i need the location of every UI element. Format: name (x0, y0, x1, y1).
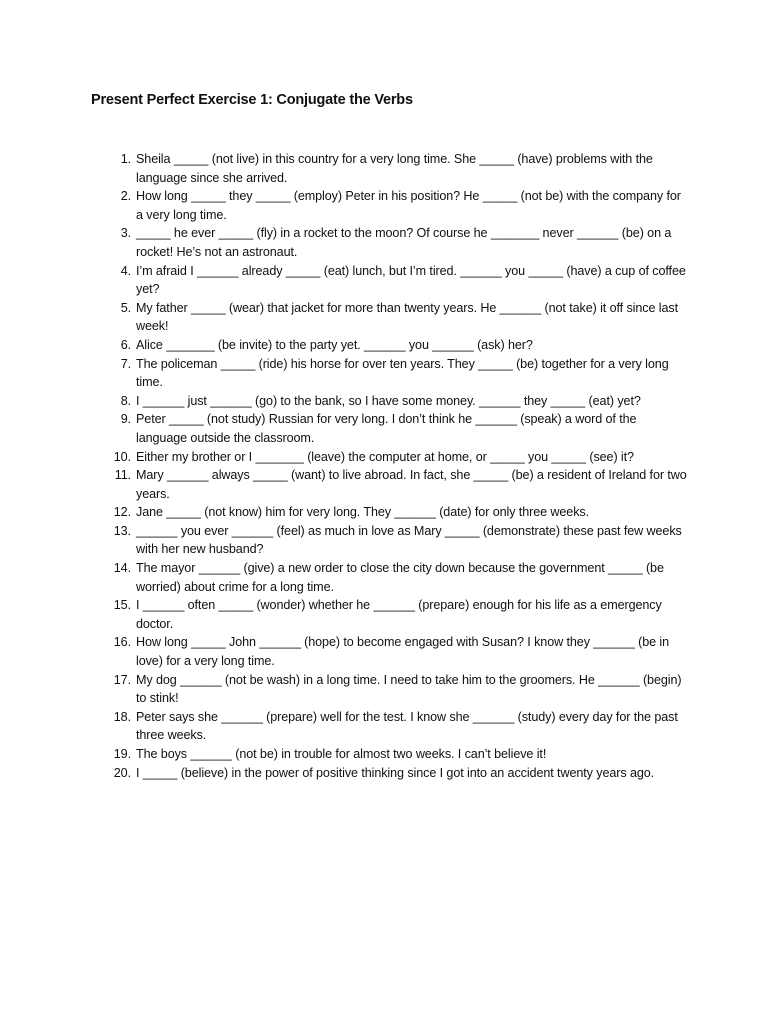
exercise-text: How long _____ John ______ (hope) to become engaged with Susan? I know they ______ (be in love) for a very long time. (136, 635, 670, 669)
exercise-number: 4. (120, 263, 131, 278)
exercise-number: 11. (114, 468, 131, 483)
exercise-item (107, 466, 687, 503)
exercise-text: Peter _____ (not study) Russian for very long. I don’t think he ______ (speak) a word of the language outside the classroom. (136, 412, 637, 445)
exercise-item (107, 150, 687, 187)
exercise-text: The policeman _____ (ride) his horse for over ten years. They _____ (be) together for a very long time. (136, 356, 669, 390)
exercise-number: 7. (120, 356, 131, 371)
exercise-text: I’m afraid I ______ already _____ (eat) lunch, but I’m tired. ______ you _____ (have) a cup of coffee yet? (136, 263, 686, 297)
exercise-item (107, 764, 687, 783)
exercise-item (107, 559, 687, 596)
exercise-text: Peter says she ______ (prepare) well for the test. I know she ______ (study) every day for the past three weeks. (136, 709, 678, 743)
exercise-text: Mary ______ always _____ (want) to live abroad. In fact, she _____ (be) a resident of Ireland for two years. (136, 468, 687, 501)
exercise-text: I ______ just ______ (go) to the bank, so I have some money. ______ they _____ (eat) yet? (136, 393, 641, 408)
exercise-text: Sheila _____ (not live) in this country for a very long time. She _____ (have) problems with the language since she arrived. (136, 152, 653, 185)
exercise-item (107, 708, 687, 745)
exercise-number: 14. (113, 561, 131, 576)
exercise-text: How long _____ they _____ (employ) Peter in his position? He _____ (not be) with the company for a very long time. (136, 189, 681, 222)
exercise-item (107, 410, 687, 447)
exercise-item (107, 671, 687, 708)
exercise-number: 19. (113, 747, 131, 761)
exercise-text: My dog ______ (not be wash) in a long time. I need to take him to the groomers. He ______ (begin) to stink! (136, 672, 682, 706)
exercise-item (107, 503, 687, 522)
exercise-number: 1. (120, 152, 131, 166)
exercise-item (107, 448, 687, 467)
exercise-item (107, 596, 687, 633)
exercise-item (107, 299, 687, 336)
exercise-text: The mayor ______ (give) a new order to close the city down because the government _____ (be worried) about crime for a long time. (136, 561, 664, 594)
page-title: Present Perfect Exercise 1: Conjugate the Verbs (91, 92, 413, 108)
exercise-item (107, 262, 687, 299)
exercise-number: 12. (113, 505, 131, 520)
exercise-text: I _____ (believe) in the power of positive thinking since I got into an accident twenty years ago. (136, 765, 655, 780)
exercise-number: 10. (113, 449, 131, 464)
exercise-number: 16. (113, 635, 131, 650)
exercise-list (107, 150, 687, 782)
exercise-number: 13. (113, 523, 131, 538)
exercise-text: ______ you ever ______ (feel) as much in love as Mary _____ (demonstrate) these past few weeks with her new husband? (136, 523, 682, 557)
exercise-number: 9. (120, 412, 131, 427)
exercise-item (107, 336, 687, 355)
exercise-number: 8. (120, 393, 131, 408)
exercise-number: 5. (120, 300, 131, 315)
exercise-item (107, 745, 687, 764)
exercise-number: 20. (113, 765, 131, 780)
exercise-number: 17. (113, 672, 131, 687)
exercise-text: Jane _____ (not know) him for very long. They ______ (date) for only three weeks. (136, 505, 589, 520)
exercise-text: My father _____ (wear) that jacket for more than twenty years. He ______ (not take) it off since last week! (136, 300, 678, 334)
exercise-number: 15. (113, 598, 131, 613)
exercise-item (107, 187, 687, 224)
exercise-number: 6. (120, 337, 131, 352)
exercise-number: 3. (120, 226, 131, 241)
exercise-item (107, 355, 687, 392)
exercise-item (107, 392, 687, 411)
exercise-item (107, 522, 687, 559)
exercise-item (107, 224, 687, 261)
exercise-item (107, 633, 687, 670)
exercise-number: 2. (120, 189, 131, 204)
exercise-text: The boys ______ (not be) in trouble for almost two weeks. I can’t believe it! (136, 747, 547, 761)
exercise-number: 18. (113, 709, 131, 724)
exercise-text: Alice _______ (be invite) to the party yet. ______ you ______ (ask) her? (136, 337, 533, 352)
exercise-text: Either my brother or I _______ (leave) the computer at home, or _____ you _____ (see) it? (136, 449, 634, 464)
exercise-text: _____ he ever _____ (fly) in a rocket to the moon? Of course he _______ never ______ (be) on a rocket! He’s not an astronaut. (136, 226, 672, 259)
exercise-text: I ______ often _____ (wonder) whether he ______ (prepare) enough for his life as a emergency doctor. (136, 598, 662, 631)
